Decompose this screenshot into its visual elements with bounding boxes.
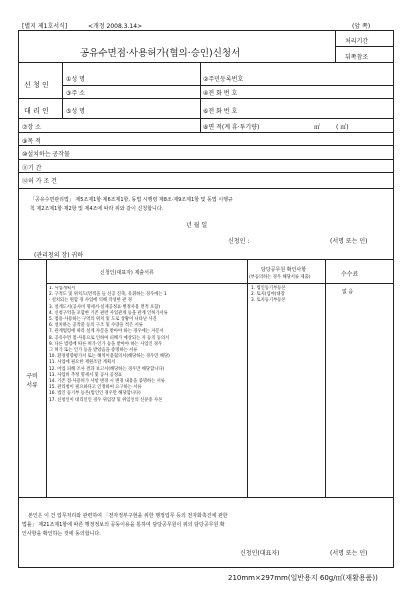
document-item: 3. 설계도서(공사비 명세서·실제공정표·별정사용 면적 포함) bbox=[49, 304, 161, 310]
agent-phone-label: ⑥전 화 번 호 bbox=[203, 108, 238, 115]
documents-side-label: 구비 서류 bbox=[26, 373, 38, 389]
document-item: 2. 구적도 및 위치도(면적을 들 신공 진축, 유휘하는 경우에는 1 bbox=[49, 292, 167, 298]
document-item: 14. 기존 점·사용허가 사항 변경 시 변경 내용을 증명하는 서류 bbox=[49, 379, 165, 385]
document-item: 4. 신청구역을 포함한 기존 관련 사업관계 등을 관계 인허가서류 bbox=[49, 310, 168, 316]
document-item: 10. 환경영향평가서 또는 해역이용협의서(해당하는 경우만 해당) bbox=[49, 354, 170, 360]
documents-col2-header: 담당공무원 확인사항 bbox=[261, 267, 307, 273]
form-title: 공유수면점·사용허가(협의·승인)신청서 bbox=[80, 48, 241, 59]
document-item: 5. 점용·사용하는 구역의 위치 및 도로 상황이 나타난 사진 bbox=[49, 317, 157, 323]
agent-label: 대 리 인 bbox=[24, 107, 49, 115]
area-unit-m2: ㎡ bbox=[314, 124, 321, 131]
applicant-resident-no-label: ②주민등록번호 bbox=[203, 76, 244, 83]
document-item: 7. 관계법령에 따라 설계 자문을 받아야 하는 경우에는 자문서 bbox=[49, 329, 164, 335]
document-item: 13. 사업비 추정 명세서 및 공사 공정표 bbox=[49, 372, 123, 378]
documents-col1-header: 신청인(대표자) 제출서류 bbox=[100, 270, 154, 276]
statement-recipient: (관리청의 장) 귀하 bbox=[34, 252, 84, 259]
purpose-label: ⑨목 적 bbox=[22, 138, 41, 145]
statement-sign: (서명 또는 인) bbox=[330, 238, 368, 245]
statement-line-1: 「공유수면관리법」 제5조제1항·제6조제1항, 동법 시행령 제8조·제9조제1항 및 동법 시행규 bbox=[30, 197, 233, 203]
statement-date: 년 월 일 bbox=[186, 222, 208, 229]
consent-line-3: 인사항을 확인하는 것에 동의합니다. bbox=[22, 531, 101, 537]
statement-line-2: 칙 제2조제1항·제2항 및 제4조에 따라 위와 같이 신청합니다. bbox=[30, 206, 164, 212]
processing-period-label: 처리기간 bbox=[345, 38, 369, 45]
document-item: 12. 어업 피해 조사 결과 보고서(해당하는 경우만 해당합니다) bbox=[49, 366, 165, 372]
officer-check-list bbox=[251, 286, 323, 305]
document-item: 그 허가 또는 인가 등을 받았음을 증명하는 서류 bbox=[49, 348, 138, 354]
document-item: 16. 법인 등기부 등본(법인인 경우만 해당합니다) bbox=[49, 391, 141, 397]
consent-line-1: 본인은 이 건 업무처리와 관련하여 「전자정부구현을 위한 행정업무 등의 전자화촉진에 관한 bbox=[28, 513, 228, 519]
page-side-label: (앞 쪽) bbox=[352, 23, 371, 30]
document-item: · 설치되는 원합 경 사업에 의해 작성한 관 경 bbox=[49, 298, 132, 304]
area-unit-m3: ( ㎥) bbox=[336, 124, 349, 131]
revision-date: <개정 2008.3.14> bbox=[88, 23, 143, 30]
site-area-label: ⑧면 적(계 휴·투기량) bbox=[203, 124, 260, 131]
documents-col2-subheader: (부동의하는 경우 해당서류 제출) bbox=[249, 275, 311, 280]
document-item: 9. 다른 법령에 따른 허가·인가 등을 받아야 하는 사업인 경우 bbox=[49, 341, 163, 347]
form-number: [별지 제1호서식] bbox=[22, 23, 68, 30]
agent-name-label: ⑤성 명 bbox=[66, 108, 85, 115]
document-item: 6. 설치하는 공작물 등의 구조 및 수량을 적은 서류 bbox=[49, 323, 143, 329]
documents-col3-header: 수수료 bbox=[341, 271, 359, 278]
processing-period-value: 뒤쪽참조 bbox=[345, 54, 369, 61]
statement-signer: 신청인 : bbox=[228, 238, 250, 245]
consent-sign: (서명 또는 인) bbox=[330, 550, 368, 557]
consent-line-2: 법률」 제21조제1항에 따른 행정정보의 공동이용을 통하여 담당공무원이 위의 담당공무원 확 bbox=[22, 522, 225, 528]
document-item: 11. 사업에 필요한 재원조달 계획서 bbox=[49, 360, 116, 366]
applicant-phone-label: ④전 화 번 호 bbox=[203, 90, 238, 97]
consent-signer: 신청인(대표자) bbox=[240, 550, 280, 557]
document-item: 8. 공유수면 점·사용으로 인하여 피해가 예상되는 자 등의 동의서 bbox=[49, 335, 170, 341]
paper-spec-footer: 210mm×297mm(일반용지 60g/㎡(재활용품)) bbox=[228, 574, 378, 582]
conditions-label: ⑫허 가 조 건 bbox=[22, 178, 57, 185]
officer-check-item: 3. 토지등기부등본 bbox=[251, 298, 286, 304]
structure-label: ⑩설치하는 공작물 bbox=[22, 151, 70, 158]
officer-check-item: 1. 법인등기부등본 bbox=[251, 286, 286, 291]
applicant-address-label: ③주 소 bbox=[66, 90, 85, 97]
document-item: 17. 신청인이 대리인인 경우 위임장 및 위임인의 신분증 사본 bbox=[49, 397, 163, 403]
applicant-label: 신 청 인 bbox=[24, 81, 49, 89]
period-label: ⑪기 간 bbox=[22, 165, 42, 172]
site-location-label: ⑦장 소 bbox=[22, 124, 41, 131]
document-item: 15. 관리청이 필요하다고 인정하여 요구하는 서류 bbox=[49, 385, 142, 391]
documents-list bbox=[49, 286, 245, 404]
document-item: 1. 사업계획서 bbox=[49, 286, 76, 291]
applicant-name-label: ①성 명 bbox=[66, 76, 85, 83]
fee-value: 없 음 bbox=[342, 289, 354, 295]
officer-check-item: 2. 토지(임야)대장 bbox=[251, 292, 285, 298]
